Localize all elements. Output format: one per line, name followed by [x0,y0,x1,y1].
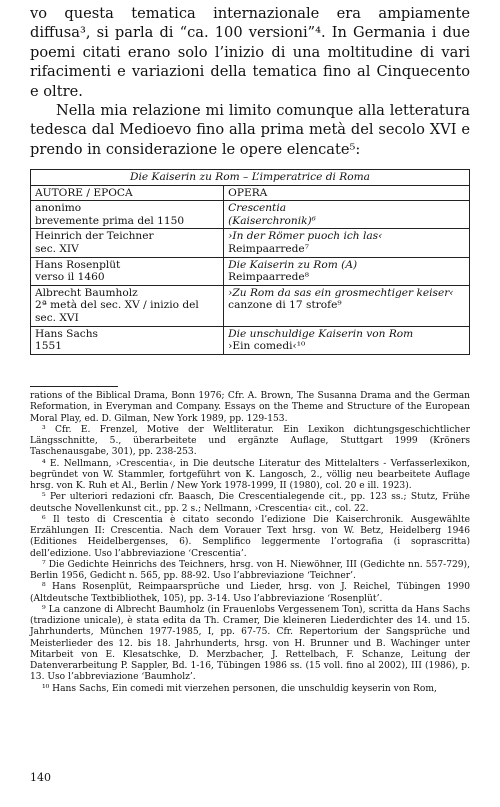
work-note: ›Ein comedi‹¹⁰ [228,340,306,353]
table-title: Die Kaiserin zu Rom – L’imperatrice di Roma [31,170,470,186]
works-table [30,169,470,355]
work-title: Die unschuldige Kaiserin von Rom [228,327,414,340]
work-title: Crescentia [228,202,287,215]
page-number: 140 [30,771,51,784]
table-row [31,229,470,257]
work-title: Die Kaiserin zu Rom (A) [228,258,358,271]
paragraph: vo questa tematica internazionale era ampiamente diffusa³, si parla di “ca. 100 versioni”⁴. In Germania i due poemi citati erano solo l’inizio di una moltitudine di vari rifacimenti e variazioni della tematica fino al Cinquecento e oltre. [30,5,470,100]
table-row [31,285,470,326]
work-title: ›In der Römer puoch ich las‹ [228,230,383,243]
author-epoch: brevemente prima del 1150 [35,214,185,227]
footnote-divider [30,386,118,387]
author-name: Heinrich der Teichner [35,230,154,243]
work-note: Reimpaarrede⁸ [228,271,309,284]
table-row [31,326,470,354]
footnote: ⁹ La canzone di Albrecht Baumholz (in Frauenlobs Vergessenem Ton), scritta da Hans Sachs (tradizione unicale), è stata edita da Th. Cramer, Die kleineren Liederdichter des 14. und 15. Jahrhunderts, München 1977-1985, I, pp. 67-75. Cfr. Repertorium der Sangsprüche und Meisterlieder des 12. bis 18. Jahrhunderts, hrsg. von H. Brunner und B. Wachinger unter Mitarbeit von E. Klesatschke, D. Merzbacher, J. Rettelbach, F. Schanze, Leitung der Datenverarbeitung P. Sappler, Bd. 1-16, Tübingen 1986 ss. (15 voll. fino al 2002), III (1986), p. 13. Uso l’abbreviazione ‘Baumholz’. [30,604,470,683]
author-cell [31,326,224,354]
author-cell [31,257,224,285]
footnote: ⁷ Die Gedichte Heinrichs des Teichners, hrsg. von H. Niewöhner, III (Gedichte nn. 557-729), Berlin 1956, Gedicht n. 565, pp. 88-92. Uso l’abbreviazione ‘Teichner’. [30,559,470,581]
work-cell [224,326,470,354]
footnote: ³ Cfr. E. Frenzel, Motive der Weltliteratur. Ein Lexikon dichtungsgeschichtlicher Längsschnitte, 5., überarbeitete und ergänzte Auflage, Stuttgart 1999 (Kröners Taschenausgabe, 301), pp. 238-253. [30,424,470,458]
author-name: Hans Sachs [35,327,98,340]
footnote: ⁴ E. Nellmann, ›Crescentia‹, in Die deutsche Literatur des Mittelalters - Verfasserlexikon, begründet von W. Stammler, fortgeführt von K. Langosch, 2., völlig neu bearbeitete Auflage hrsg. von K. Ruh et Al., Berlin / New York 1978-1999, II (1980), col. 20 e ill. 1923). [30,458,470,491]
work-cell [224,229,470,257]
author-epoch: verso il 1460 [35,271,105,284]
author-cell [31,201,224,229]
author-name: Hans Rosenplüt [35,258,121,271]
work-cell [224,257,470,285]
main-text [30,4,470,159]
author-cell [31,229,224,257]
footnote: ⁶ Il testo di Crescentia è citato secondo l’edizione Die Kaiserchronik. Ausgewählte Erzählungen II: Crescentia. Nach dem Vorauer Text hrsg. von W. Betz, Heidelberg 1946 (Editiones Heidelbergenses, 6). Semplifico leggermente l’ortografia (i soprascritta) dell’edizione. Uso l’abbreviazione ‘Crescentia’. [30,514,470,559]
column-header-work: OPERA [224,185,470,201]
work-title: ›Zu Rom da sas ein grosmechtiger keiser‹ [228,286,454,299]
work-note: Reimpaarrede⁷ [228,242,309,255]
footnote: rations of the Biblical Drama, Bonn 1976; Cfr. A. Brown, The Susanna Drama and the German Reformation, in Everyman and Company. Essays on the Theme and Structure of the European Moral Play, ed. D. Gilman, New York 1989, pp. 129-153. [30,391,470,424]
author-name: anonimo [35,202,82,215]
column-header-author: AUTORE / EPOCA [31,185,224,201]
table-row [31,257,470,285]
author-epoch: 2ª metà del sec. XV / inizio del sec. XVI [35,299,199,324]
author-name: Albrecht Baumholz [35,286,138,299]
table-row [31,201,470,229]
footnotes [30,391,470,695]
author-epoch: sec. XIV [35,242,79,255]
footnote: ⁵ Per ulteriori redazioni cfr. Baasch, Die Crescentialegende cit., pp. 123 ss.; Stutz, Frühe deutsche Novellenkunst cit., pp. 2 s.; Nellmann, ›Crescentia‹ cit., col. 22. [30,492,470,514]
author-epoch: 1551 [35,340,62,353]
work-cell [224,285,470,326]
work-cell [224,201,470,229]
paragraph: Nella mia relazione mi limito comunque alla letteratura tedesca dal Medioevo fino alla prima metà del secolo XVI e prendo in considerazione le opere elencate⁵: [30,102,470,158]
work-note: (Kaiserchronik)⁶ [228,214,316,227]
work-note: canzone di 17 strofe⁹ [228,299,342,312]
footnote: ¹⁰ Hans Sachs, Ein comedi mit vierzehen personen, die unschuldig keyserin von Rom, [42,683,437,694]
footnote: ⁸ Hans Rosenplüt, Reimpaarsprüche und Lieder, hrsg. von J. Reichel, Tübingen 1990 (Altdeutsche Textbibliothek, 105), pp. 3-14. Uso l’abbreviazione ‘Rosenplüt’. [30,582,470,604]
author-cell [31,285,224,326]
